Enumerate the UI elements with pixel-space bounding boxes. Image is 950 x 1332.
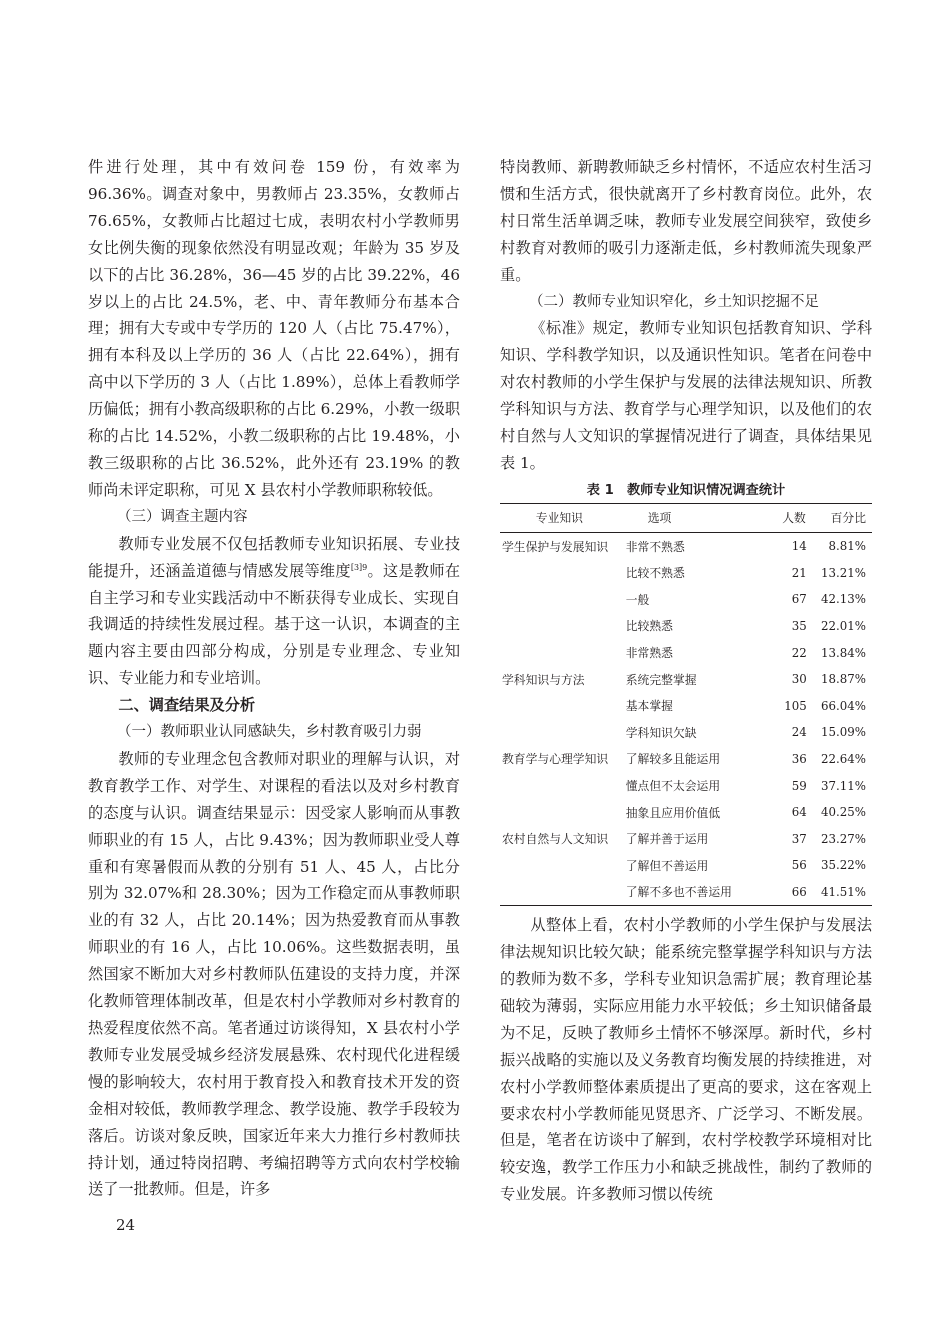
table-cell: 学科知识欠缺 (625, 725, 697, 740)
table-cell: 比较熟悉 (625, 619, 673, 634)
table-cell (500, 613, 618, 640)
table-cell (500, 852, 618, 879)
table-cell: 非常熟悉 (625, 646, 673, 661)
table-cell (500, 639, 618, 666)
table-cell: 了解但不善运用 (625, 858, 709, 873)
table-cell: 了解并善于运用 (625, 832, 709, 847)
table-row (500, 879, 872, 906)
table-cell (500, 879, 618, 906)
table-row (500, 719, 872, 746)
table-cell: 105 (784, 698, 807, 713)
table-body (500, 532, 872, 905)
column-header: 人数 (782, 511, 806, 526)
table-cell: 18.87% (821, 672, 866, 687)
table-cell: 非常不熟悉 (625, 539, 685, 554)
data-table (500, 503, 872, 906)
table-cell (500, 719, 618, 746)
table-row (500, 666, 872, 693)
table-cell: 学生保护与发展知识 (502, 539, 609, 554)
table-cell: 13.84% (821, 645, 866, 660)
table-cell: 8.81% (828, 539, 866, 554)
table-header-row (500, 503, 872, 532)
body-paragraph: 特岗教师、新聘教师缺乏乡村情怀，不适应农村生活习惯和生活方式，很快就离开了乡村教育岗位。此外，农村日常生活单调乏味，教师专业发展空间狭窄，致使乡村教育对教师的吸引力逐渐走低，乡村教师流失现象严重。 (500, 158, 872, 284)
table-row (500, 586, 872, 613)
body-paragraph (88, 531, 460, 692)
table-cell (500, 559, 618, 586)
table-row (500, 852, 872, 879)
table-cell: 懂点但不太会运用 (625, 779, 721, 794)
column-header: 选项 (647, 511, 672, 526)
table-cell: 41.51% (821, 884, 866, 899)
table-cell: 59 (791, 778, 807, 793)
table-cell: 36 (791, 751, 807, 766)
table-cell: 37 (791, 831, 807, 846)
table-cell (500, 799, 618, 826)
table-cell: 35 (791, 618, 807, 633)
table-cell (500, 772, 618, 799)
body-paragraph: 从整体上看，农村小学教师的小学生保护与发展法律法规知识比较欠缺；能系统完整掌握学科知识与方法的教师为数不多，学科专业知识急需扩展；教育理论基础较为薄弱，实际应用能力水平较低；乡土知识储备最为不足，反映了教师乡土情怀不够深厚。新时代，乡村振兴战略的实施以及义务教育均衡发展的持续推进，对农村小学教师整体素质提出了更高的要求，这在客观上要求农村小学教师能见贤思齐、广泛学习、不断发展。但是，笔者在访谈中了解到，农村学校教学环境相对比较安逸，教学工作压力小和缺乏挑战性，制约了教师的专业发展。许多教师习惯以传统 (500, 916, 872, 1204)
table-cell: 66.04% (821, 698, 866, 713)
table-cell: 22 (791, 645, 807, 660)
table-row (500, 692, 872, 719)
section-heading: 二、调查结果及分析 (118, 696, 256, 715)
column-header: 专业知识 (535, 511, 583, 526)
body-paragraph: 教师的专业理念包含教师对职业的理解与认识，对教育教学工作、对学生、对课程的看法以及对乡村教育的态度与认识。调查结果显示：因受家人影响而从事教师职业的有 15 人，占比 9.43%；因为教师职业受人尊重和有寒暑假而从教的分别有 51 人、45 人，占比分别为 32.07%和 28.30%；因为工作稳定而从事教师职业的有 32 人，占比 20.14%；因为热爱教育而从事教师职业的有 16 人，占比 10.06%。这些数据表明，虽然国家不断加大对乡村教师队伍建设的支持力度，并深化教师管理体制改革，但是农村小学教师对乡村教育的热爱程度依然不高。笔者通过访谈得知，X 县农村小学教师专业发展受城乡经济发展悬殊、农村现代化进程缓慢的影响较大，农村用于教育投入和教育技术开发的资金相对较低，教师教学理念、教学设施、教学手段较为落后。访谈对象反映，国家近年来大力推行乡村教师扶持计划，通过特岗招聘、考编招聘等方式向农村学校输送了一批教师。但是，许多 (88, 749, 460, 1199)
body-paragraph: 件进行处理，其中有效问卷 159 份，有效率为 96.36%。调查对象中，男教师占 23.35%，女教师占 76.65%，女教师占比超过七成，表明农村小学教师男女比例失衡的现象依然没有明显改观；年龄为 35 岁及以下的占比 36.28%，36—45 岁的占比 39.22%，46 岁以上的占比 24.5%，老、中、青年教师分布基本合理；拥有大专或中专学历的 120 人（占比 75.47%），拥有本科及以上学历的 36 人（占比 22.64%），拥有高中以下学历的 3 人（占比 1.89%），总体上看教师学历偏低；拥有小教高级职称的占比 6.29%，小教一级职称的占比 14.52%，小教二级职称的占比 19.48%，小教三级职称的占比 36.52%，此外还有 23.19% 的教师尚未评定职称，可见 X 县农村小学教师职称较低。 (88, 158, 461, 499)
table-cell: 35.22% (821, 858, 866, 873)
table-cell: 学科知识与方法 (502, 672, 585, 687)
table-row (500, 613, 872, 640)
table-row (500, 772, 872, 799)
table-cell: 30 (791, 672, 807, 687)
table-cell: 抽象且应用价值低 (625, 805, 721, 820)
table-cell: 农村自然与人文知识 (502, 832, 609, 847)
table-cell: 比较不熟悉 (625, 566, 685, 581)
table-cell: 40.25% (821, 805, 866, 820)
table-row (500, 639, 872, 666)
table-cell: 15.09% (821, 725, 866, 740)
section-subheading: （三）调查主题内容 (117, 508, 248, 525)
table-cell: 24 (791, 725, 807, 740)
table-cell: 13.21% (821, 565, 866, 580)
table-cell: 66 (791, 884, 807, 899)
table-cell: 23.27% (821, 831, 866, 846)
table-row (500, 532, 872, 559)
body-paragraph: 《标准》规定，教师专业知识包括教育知识、学科知识、学科教学知识，以及通识性知识。笔者在问卷中对农村教师的小学生保护与发展的法律法规知识、所教学科知识与方法、教育学与心理学知识，以及他们的农村自然与人文知识的掌握情况进行了调查，具体结果见表 1。 (500, 319, 872, 472)
column-header: 百分比 (830, 511, 866, 526)
table-cell: 22.01% (821, 618, 866, 633)
paragraph-text: 教师专业发展不仅包括教师专业知识拓展、专业技能提升，还涵盖道德与情感发展等维度 (88, 534, 460, 580)
table-caption: 表 1 教师专业知识情况调查统计 (586, 482, 786, 498)
table-cell: 42.13% (821, 592, 866, 607)
table-cell: 一般 (625, 592, 650, 607)
table-cell: 64 (791, 805, 807, 820)
section-subheading: （二）教师专业知识窄化，乡土知识挖掘不足 (529, 293, 819, 310)
table-cell: 67 (791, 592, 807, 607)
table-cell: 基本掌握 (625, 699, 673, 714)
table-cell: 22.64% (821, 751, 866, 766)
right-column (500, 154, 872, 1208)
table-cell (500, 692, 618, 719)
table-row (500, 799, 872, 826)
table-cell: 了解较多且能运用 (625, 752, 721, 767)
table-cell (500, 586, 618, 613)
section-subheading: （一）教师职业认同感缺失，乡村教育吸引力弱 (117, 724, 422, 741)
table-cell: 37.11% (821, 778, 866, 793)
table-cell: 了解不多也不善运用 (625, 885, 732, 900)
table-cell: 系统完整掌握 (625, 672, 697, 687)
table-row (500, 825, 872, 852)
table-row (500, 559, 872, 586)
table-cell: 14 (791, 539, 807, 554)
citation-marker: [3]9 (350, 562, 368, 572)
page-number: 24 (116, 1216, 136, 1234)
table-cell: 21 (791, 565, 807, 580)
table-row (500, 746, 872, 773)
paragraph-text: 。这是教师在自主学习和专业实践活动中不断获得专业成长、实现自我调适的持续性发展过程。基于这一认识，本调查的主题内容主要由四部分构成，分别是专业理念、专业知识、专业能力和专业培训。 (88, 561, 461, 688)
table-cell: 56 (791, 858, 807, 873)
table-cell: 教育学与心理学知识 (502, 752, 609, 767)
left-column (88, 154, 460, 1203)
